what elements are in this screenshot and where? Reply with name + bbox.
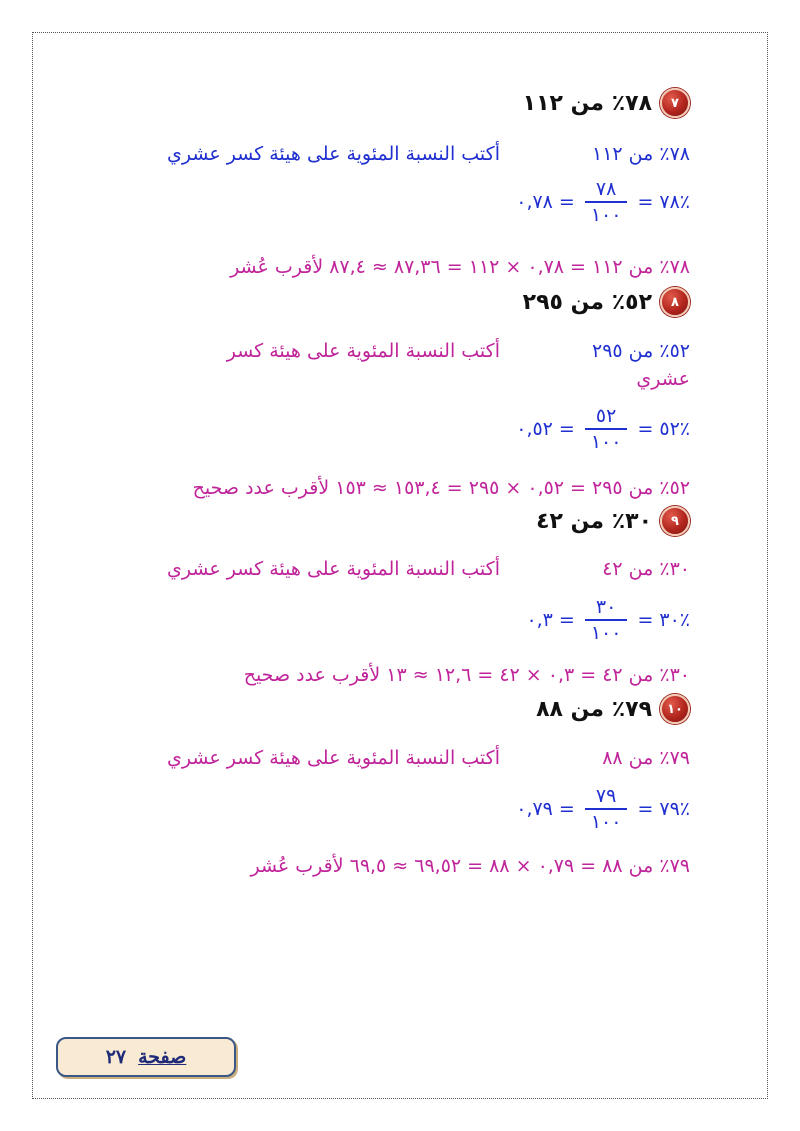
problem-10-given: ٧٩٪ من ٨٨ (602, 747, 690, 769)
fraction (585, 405, 628, 453)
page-word: صفحة (138, 1046, 187, 1068)
fraction-denominator: ١٠٠ (585, 201, 628, 226)
equals-sign: = (558, 418, 575, 440)
decimal-value: ٠,٥٢ (516, 418, 553, 440)
equals-sign: = (558, 798, 575, 820)
problem-10-heading (536, 694, 690, 724)
fraction-numerator: ٧٨ (595, 178, 617, 200)
problem-9-given: ٣٠٪ من ٤٢ (602, 558, 690, 580)
problem-8-heading (523, 287, 690, 317)
fraction-numerator: ٣٠ (595, 596, 617, 618)
equals-sign: = (558, 609, 575, 631)
problem-9-heading (536, 506, 690, 536)
percent-value: ٪٥٢ (659, 418, 690, 440)
problem-title: ٧٨٪ من ١١٢ (522, 90, 652, 116)
problem-number-badge: ٧ (660, 88, 690, 118)
problem-7-heading (523, 88, 690, 118)
decimal-value: ٠,٧٨ (516, 191, 553, 213)
problem-10-result: ٧٩٪ من ٨٨ = ٠,٧٩ × ٨٨ = ٦٩,٥٢ ≈ ٦٩,٥ لأقرب عُشر (250, 855, 690, 877)
equals-sign: = (637, 418, 654, 440)
problem-9-instruction: أكتب النسبة المئوية على هيئة كسر عشري (167, 558, 500, 580)
problem-7-result: ٧٨٪ من ١١٢ = ٠,٧٨ × ١١٢ = ٨٧,٣٦ ≈ ٨٧,٤ لأقرب عُشر (230, 256, 690, 278)
problem-8-instruction: أكتب النسبة المئوية على هيئة كسر (226, 340, 500, 362)
problem-8-instruction-line2: عشري (636, 368, 690, 390)
percent-value: ٪٧٨ (659, 191, 690, 213)
equals-sign: = (558, 191, 575, 213)
problem-title: ٥٢٪ من ٢٩٥ (522, 289, 652, 315)
problem-number-badge: ١٠ (660, 694, 690, 724)
problem-number-badge: ٩ (660, 506, 690, 536)
fraction (585, 785, 628, 833)
equals-sign: = (637, 609, 654, 631)
page-number: ٢٧ (105, 1046, 127, 1068)
equals-sign: = (637, 191, 654, 213)
page-number-label (56, 1037, 236, 1077)
fraction (585, 596, 628, 644)
percent-value: ٪٣٠ (659, 609, 690, 631)
problem-number-badge: ٨ (660, 287, 690, 317)
problem-7-instruction: أكتب النسبة المئوية على هيئة كسر عشري (167, 143, 500, 165)
equals-sign: = (637, 798, 654, 820)
problem-title: ٧٩٪ من ٨٨ (536, 696, 652, 722)
fraction-denominator: ١٠٠ (585, 808, 628, 833)
decimal-value: ٠,٧٩ (516, 798, 553, 820)
problem-8-given: ٥٢٪ من ٢٩٥ (592, 340, 690, 362)
problem-7-equation (516, 178, 690, 226)
problem-10-equation (516, 785, 690, 833)
problem-8-result: ٥٢٪ من ٢٩٥ = ٠,٥٢ × ٢٩٥ = ١٥٣,٤ ≈ ١٥٣ لأقرب عدد صحيح (192, 477, 690, 499)
fraction-denominator: ١٠٠ (585, 619, 628, 644)
percent-value: ٪٧٩ (659, 798, 690, 820)
decimal-value: ٠,٣ (526, 609, 553, 631)
fraction (585, 178, 628, 226)
given-text: ٧٨٪ من ١١٢ (592, 143, 690, 165)
problem-title: ٣٠٪ من ٤٢ (536, 508, 652, 534)
problem-7-given (592, 143, 690, 165)
fraction-numerator: ٥٢ (595, 405, 617, 427)
problem-9-result: ٣٠٪ من ٤٢ = ٠,٣ × ٤٢ = ١٢,٦ ≈ ١٣ لأقرب عدد صحيح (243, 664, 690, 686)
problem-10-instruction: أكتب النسبة المئوية على هيئة كسر عشري (167, 747, 500, 769)
fraction-numerator: ٧٩ (595, 785, 617, 807)
problem-9-equation (526, 596, 690, 644)
problem-8-equation (516, 405, 690, 453)
fraction-denominator: ١٠٠ (585, 428, 628, 453)
